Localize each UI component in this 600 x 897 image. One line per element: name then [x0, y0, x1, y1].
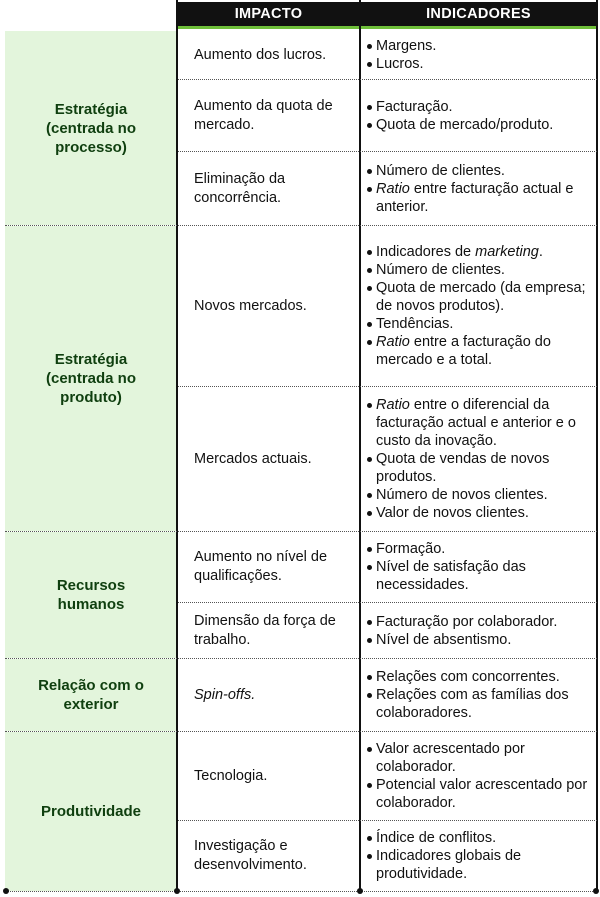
indicator-item: Ratio entre facturação actual e anterior. [367, 180, 595, 216]
indicators-cell [361, 532, 597, 602]
indicator-item: Relações com concorrentes. [367, 668, 595, 686]
row-separator [5, 658, 597, 659]
row-separator [5, 731, 597, 732]
indicator-item: Quota de mercado/produto. [367, 116, 553, 134]
impact-cell: Investigação e desenvolvimento. [194, 838, 307, 873]
impact-cell: Mercados actuais. [194, 450, 312, 467]
impact-cell: Eliminação da concorrência. [194, 170, 286, 206]
category-estrategia-produto: Estratégia (centrada no produto) [5, 226, 177, 531]
indicator-item: Lucros. [367, 55, 436, 73]
corner-dot [174, 888, 180, 894]
category-estrategia-processo: Estratégia (centrada no processo) [5, 31, 177, 225]
indicator-item: Quota de vendas de novos produtos. [367, 450, 595, 486]
impact-cell: Tecnologia. [194, 767, 268, 784]
indicator-item: Indicadores globais de produtividade. [367, 847, 595, 883]
indicators-cell [361, 226, 597, 386]
impact-cell: Novos mercados. [194, 297, 307, 314]
column-divider [359, 0, 361, 892]
column-divider [596, 0, 598, 892]
impact-cell: Aumento da quota de mercado. [194, 97, 333, 133]
indicators-cell [361, 387, 597, 531]
corner-dot [3, 888, 9, 894]
indicator-item: Formação. [367, 540, 595, 558]
corner-dot [593, 888, 599, 894]
corner-dot [357, 888, 363, 894]
indicator-item: Indicadores de marketing. [367, 243, 595, 261]
impact-cell: Dimensão da força de trabalho. [194, 612, 336, 648]
header-indicadores: INDICADORES [361, 2, 596, 29]
row-separator [5, 531, 597, 532]
impact-cell: Aumento dos lucros. [194, 46, 327, 63]
indicator-item: Facturação. [367, 98, 553, 116]
indicators-cell [361, 80, 597, 151]
indicators-cell [361, 732, 597, 820]
row-separator [178, 386, 597, 387]
indicator-item: Número de clientes. [367, 162, 595, 180]
category-recursos-humanos: Recursos humanos [5, 532, 177, 658]
indicator-item: Margens. [367, 37, 436, 55]
row-separator [178, 79, 597, 80]
indicator-item: Valor acrescentado por colaborador. [367, 740, 595, 776]
indicator-item: Facturação por colaborador. [367, 613, 557, 631]
indicator-item: Número de novos clientes. [367, 486, 595, 504]
indicator-item: Ratio entre a facturação do mercado e a total. [367, 333, 595, 369]
impact-cell: Spin-offs. [194, 686, 256, 703]
row-separator [178, 151, 597, 152]
indicator-item: Quota de mercado (da empresa; de novos produtos). [367, 279, 595, 315]
category-relacao-exterior: Relação com o exterior [5, 659, 177, 731]
header-impacto: IMPACTO [178, 2, 359, 29]
indicators-cell [361, 603, 597, 658]
indicators-cell [361, 152, 597, 225]
indicator-item: Relações com as famílias dos colaboradores. [367, 686, 595, 722]
indicator-item: Ratio entre o diferencial da facturação actual e anterior e o custo da inovação. [367, 396, 595, 450]
indicators-cell [361, 821, 597, 891]
indicator-item: Nível de absentismo. [367, 631, 557, 649]
indicator-item: Número de clientes. [367, 261, 595, 279]
table-bottom-rule [5, 891, 597, 892]
category-produtividade: Produtividade [5, 732, 177, 891]
indicator-item: Índice de conflitos. [367, 829, 595, 847]
impact-cell: Aumento no nível de qualificações. [194, 549, 328, 584]
row-separator [5, 225, 597, 226]
indicator-item: Nível de satisfação das necessidades. [367, 558, 595, 594]
indicator-item: Tendências. [367, 315, 595, 333]
indicators-cell [361, 31, 597, 79]
column-divider [176, 0, 178, 892]
indicator-item: Potencial valor acrescentado por colaborador. [367, 776, 595, 812]
indicators-cell [361, 659, 597, 731]
row-separator [178, 820, 597, 821]
row-separator [178, 602, 597, 603]
indicator-item: Valor de novos clientes. [367, 504, 595, 522]
